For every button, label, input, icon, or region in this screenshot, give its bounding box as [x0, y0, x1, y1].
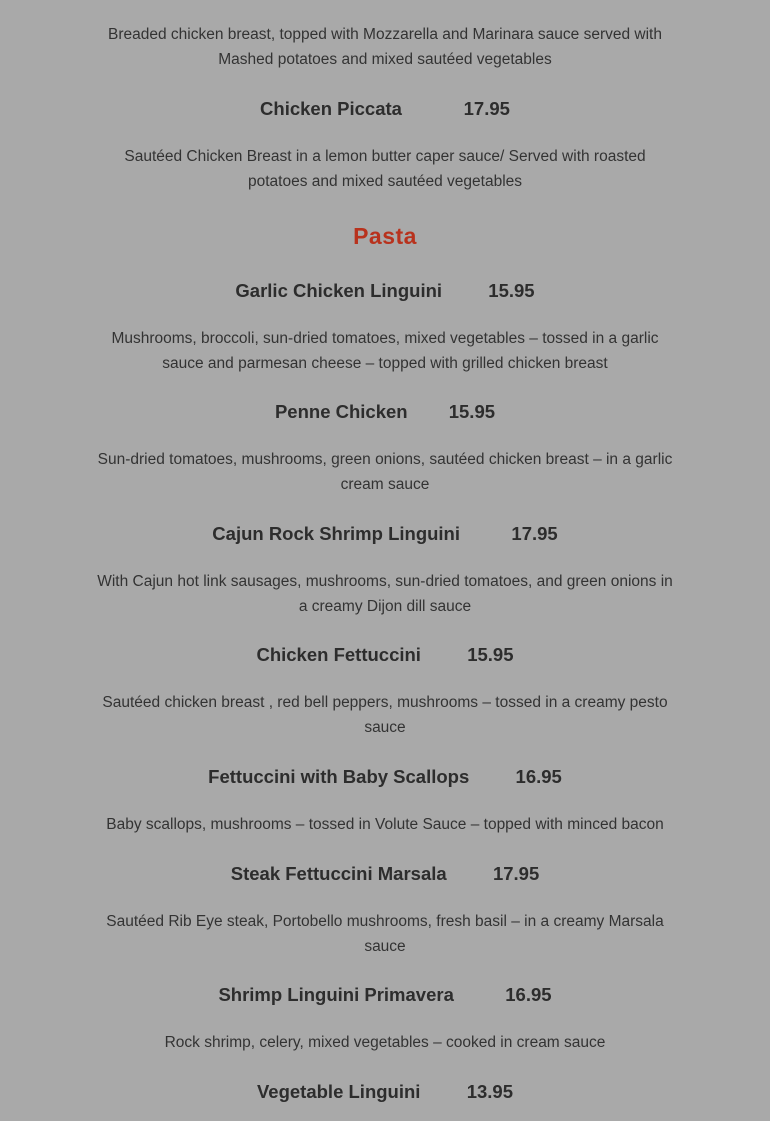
top-description-text: Breaded chicken breast, topped with Mozzarella and Marinara sauce served with Mashed potatoes and mixed sautéed vegetables [108, 26, 662, 68]
item-price: 13.95 [466, 1081, 513, 1102]
item-description [0, 447, 770, 497]
item-description [0, 144, 770, 194]
item-description [0, 690, 770, 740]
item-name: Shrimp Linguini Primavera [218, 984, 454, 1005]
item-name: Penne Chicken [274, 401, 408, 422]
item-name: Garlic Chicken Linguini [235, 280, 443, 301]
item-name: Steak Fettuccini Marsala [230, 863, 447, 884]
item-price: 16.95 [505, 984, 552, 1005]
item-description [0, 909, 770, 959]
item-price: 17.95 [511, 523, 558, 544]
menu-item-shrimp-linguini-primavera [0, 983, 770, 1007]
section-heading-pasta: Pasta [353, 223, 417, 249]
item-name: Fettuccini with Baby Scallops [208, 766, 470, 787]
menu-item-chicken-piccata [0, 97, 770, 121]
menu-item-cajun-rock-shrimp-linguini [0, 522, 770, 546]
item-price: 15.95 [488, 280, 535, 301]
item-price: 17.95 [463, 98, 510, 119]
item-name: Cajun Rock Shrimp Linguini [212, 523, 460, 544]
item-name: Chicken Piccata [260, 98, 402, 119]
item-description-text: Mushrooms, broccoli, sun-dried tomatoes, mixed vegetables – tossed in a garlic sauce and parmesan cheese – topped with grilled chicken breast [111, 330, 659, 372]
item-price: 15.95 [467, 644, 514, 665]
item-description [0, 812, 770, 837]
item-description [0, 22, 770, 72]
item-description [0, 569, 770, 619]
menu-item-garlic-chicken-linguini [0, 279, 770, 303]
menu-item-steak-fettuccini-marsala [0, 862, 770, 886]
item-price: 17.95 [492, 863, 540, 884]
menu-item-fettuccini-with-baby-scallops [0, 765, 770, 789]
item-description [0, 326, 770, 376]
item-price: 16.95 [515, 766, 562, 787]
item-name: Chicken Fettuccini [256, 644, 421, 665]
menu-item-penne-chicken [0, 400, 770, 424]
item-name: Vegetable Linguini [256, 1081, 421, 1102]
item-description-text: Sautéed chicken breast , red bell peppers, mushrooms – tossed in a creamy pesto sauce [102, 694, 668, 736]
item-description-text: Sautéed Chicken Breast in a lemon butter caper sauce/ Served with roasted potatoes and mixed sautéed vegetables [124, 148, 646, 190]
item-description [0, 1030, 770, 1055]
item-description-text: With Cajun hot link sausages, mushrooms, sun-dried tomatoes, and green onions in a creamy Dijon dill sauce [97, 573, 673, 615]
menu-item-vegetable-linguini [0, 1080, 770, 1104]
item-price: 15.95 [448, 401, 496, 422]
item-description-text: Sun-dried tomatoes, mushrooms, green onions, sautéed chicken breast – in a garlic cream sauce [97, 451, 673, 493]
item-description-text: Rock shrimp, celery, mixed vegetables – cooked in cream sauce [164, 1034, 606, 1051]
item-description-text: Sautéed Rib Eye steak, Portobello mushrooms, fresh basil – in a creamy Marsala sauce [106, 913, 664, 955]
menu-item-chicken-fettuccini [0, 643, 770, 667]
item-description-text: Baby scallops, mushrooms – tossed in Volute Sauce – topped with minced bacon [106, 816, 664, 833]
